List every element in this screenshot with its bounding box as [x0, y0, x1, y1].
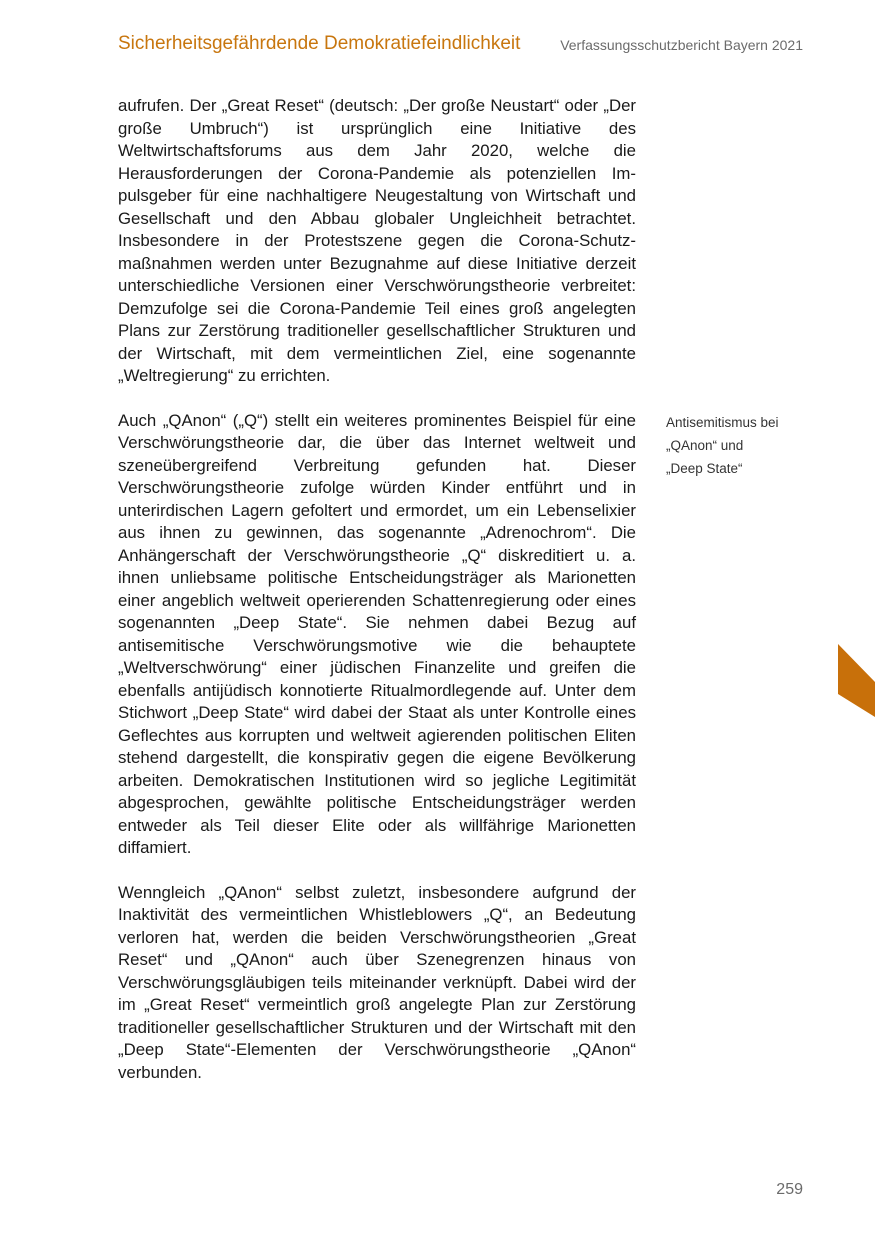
paragraph-great-reset: aufrufen. Der „Great Reset“ (deutsch: „Der große Neustart“ oder „Der große Umbruch“) ist ursprünglich eine Initiative des Weltwirtschaftsforums aus dem Jahr 2020, welche die Herausforderungen der Corona-Pandemie als potenziellen Impulsgeber für eine nachhaltigere Neugestaltung von Wirtschaft und Gesellschaft und den Abbau globaler Ungleichheit betrachtet. Insbesondere in der Protestszene gegen die Corona-Schutzmaßnahmen werden unter Bezugnahme auf diese Initiative derzeit unterschiedliche Versionen einer Verschwörungstheorie verbreitet: Demzufolge sei die Corona-Pandemie Teil eines groß angelegten Plans zur Zerstörung traditioneller gesellschaftlicher Strukturen und der Wirtschaft, mit dem vermeintlichen Ziel, eine sogenannte „Weltregierung“ zu errichten. [118, 96, 636, 385]
section-title: Sicherheitsgefährdende Demokratiefeindlichkeit [118, 33, 521, 54]
margin-note-line: „Deep State“ [666, 461, 743, 476]
paragraph-qanon: Auch „QAnon“ („Q“) stellt ein weiteres prominentes Beispiel für eine Verschwörungstheorie dar, die über das Internet weltweit und szeneübergreifend Verbreitung gefunden hat. Dieser Verschwörungstheorie zufolge würden Kinder entführt und in unterirdischen Lagern gefoltert und ermordet, um ein Lebenselixier aus ihnen zu gewinnen, das sogenannte „Adrenochrom“. Die Anhängerschaft der Verschwörungstheorie „Q“ diskreditiert u. a. ihnen unliebsame politische Entscheidungsträger als Marionetten einer angeblich weltweit operierenden Schattenregierung oder eines sogenannten „Deep State“. Sie nehmen dabei Bezug auf antisemitische Verschwörungsmotive wie die behauptete „Weltverschwörung“ einer jüdischen Finanzelite und greifen die ebenfalls antijüdisch konnotierte Ritualmordlegende auf. Unter dem Stichwort „Deep State“ wird dabei der Staat als unter Kontrolle eines Geflechtes aus korrupten und weltweit agierenden politischen Eliten stehend dargestellt, die konspirativ gegen die eigene Bevölkerung arbeiten. Demokratischen Institutionen wird so jegliche Legitimität abgesprochen, gewählte politische Entscheidungsträger werden entweder als Teil dieser Elite oder als willfährige Marionetten diffamiert. [118, 410, 636, 857]
margin-note-line: „QAnon“ und [666, 438, 744, 453]
margin-note-line: Antisemitismus bei [666, 415, 779, 430]
paragraph-connection: Wenngleich „QAnon“ selbst zuletzt, insbesondere aufgrund der Inaktivität des vermeintlichen Whistleblowers „Q“, an Bedeutung verloren hat, werden die beiden Verschwörungstheorien „Great Reset“ und „QAnon“ auch über Szenegrenzen hinaus von Verschwörungsgläubigen teils miteinander verknüpft. Dabei wird der im „Great Reset“ vermeintlich groß angelegte Plan zur Zerstörung traditioneller gesellschaftlicher Strukturen und der Wirtschaft mit den „Deep State“-Elementen der Verschwörungstheorie „QAnon“ verbunden. [118, 882, 636, 1082]
margin-note [666, 411, 806, 480]
main-text [118, 95, 636, 1106]
report-title: Verfassungsschutzbericht Bayern 2021 [560, 37, 803, 53]
page-number: 259 [776, 1181, 803, 1198]
chapter-tab-marker [838, 644, 875, 717]
